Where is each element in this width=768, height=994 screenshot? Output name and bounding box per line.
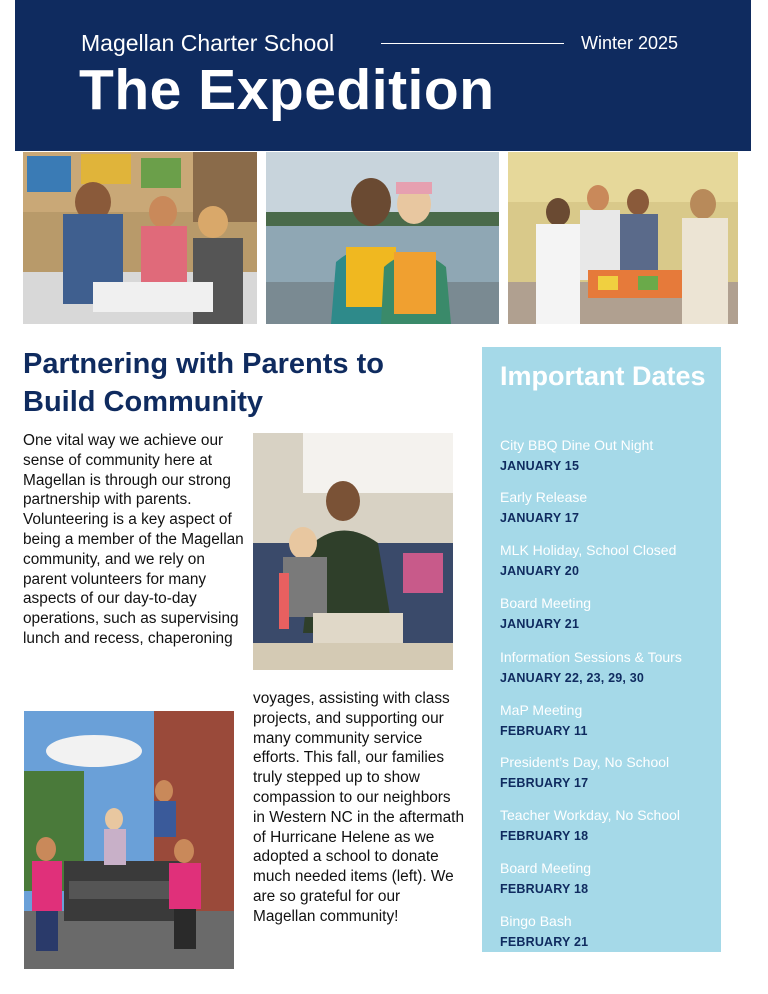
date-item-name: Bingo Bash: [500, 913, 572, 929]
date-item: [500, 754, 715, 791]
date-item: [500, 860, 715, 897]
date-item-name: Teacher Workday, No School: [500, 807, 681, 823]
date-item: [500, 542, 715, 579]
date-item-date: FEBRUARY 17: [500, 776, 589, 790]
date-item-date: FEBRUARY 11: [500, 724, 588, 738]
date-item-date: JANUARY 17: [500, 511, 580, 525]
photo-life-jackets: [266, 152, 499, 324]
date-item: [500, 807, 715, 844]
date-item: [500, 437, 715, 474]
newsletter-title: The Expedition: [79, 58, 495, 122]
date-item-date: FEBRUARY 21: [500, 935, 589, 949]
date-item-name: City BBQ Dine Out Night: [500, 437, 654, 453]
date-item-date: JANUARY 21: [500, 617, 580, 631]
article-body-column-2: voyages, assisting with class projects, and supporting our many community service efforts. This fall, our families truly stepped up to show compassion to our neighbors in Western NC in the aftermath of Hurricane Helene as we adopted a school to donate much needed items (left). We are so grateful for our Magellan community!: [253, 690, 464, 925]
date-item-name: MaP Meeting: [500, 702, 583, 718]
date-item-date: JANUARY 15: [500, 459, 580, 473]
date-item: [500, 702, 715, 739]
school-name: Magellan Charter School: [81, 30, 335, 56]
article-body-column-1: One vital way we achieve our sense of community here at Magellan is through our strong partnership with parents. Volunteering is a key aspect of being a member of the Magellan community, and we rely on parent volunteers for many aspects of our day-to-day operations, such as supervising lunch and recess, chaperoning: [23, 432, 244, 647]
date-item-date: FEBRUARY 18: [500, 882, 589, 896]
date-item-name: Early Release: [500, 489, 588, 505]
date-item-date: FEBRUARY 18: [500, 829, 589, 843]
masthead: [15, 0, 751, 151]
date-item: [500, 649, 715, 686]
header-divider: [381, 43, 564, 44]
photo-parent-child: [253, 433, 453, 670]
date-item: [500, 913, 715, 950]
date-item-name: Information Sessions & Tours: [500, 649, 682, 665]
date-item-name: Board Meeting: [500, 860, 592, 876]
date-item-date: JANUARY 22, 23, 29, 30: [500, 671, 645, 685]
date-item-name: MLK Holiday, School Closed: [500, 542, 677, 558]
photo-food-line: [508, 152, 738, 324]
photo-classroom-craft: [23, 152, 257, 324]
issue-season: Winter 2025: [581, 33, 679, 53]
date-item-name: President’s Day, No School: [500, 754, 670, 770]
date-item-date: JANUARY 20: [500, 564, 580, 578]
date-item-name: Board Meeting: [500, 595, 592, 611]
important-dates-panel: [482, 347, 721, 952]
article-headline: Partnering with Parents to Build Community: [23, 348, 384, 418]
date-item: [500, 489, 715, 526]
date-item: [500, 595, 715, 632]
photo-donation-truck: [24, 711, 234, 969]
important-dates-title: Important Dates: [500, 361, 706, 391]
